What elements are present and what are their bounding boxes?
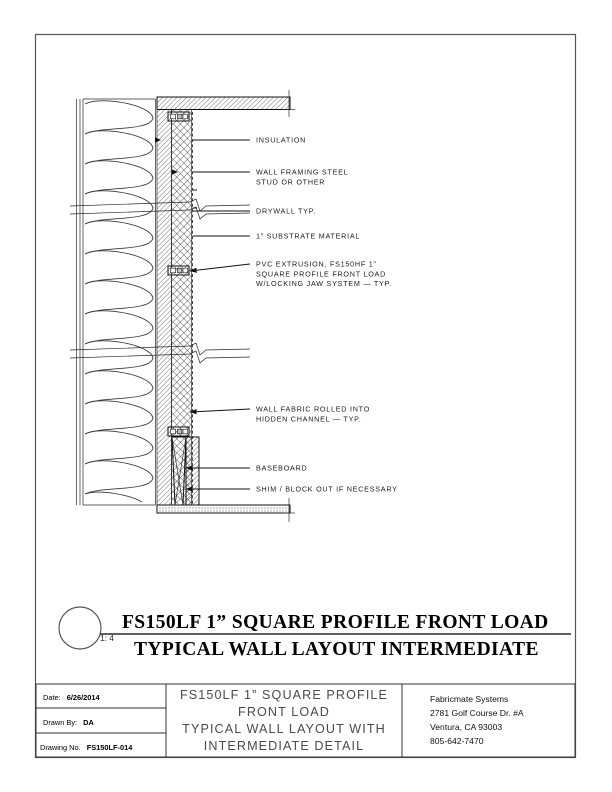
scale-bubble	[59, 607, 101, 649]
annotation-wall-fabric-line2: HIDDEN CHANNEL — TYP.	[256, 414, 362, 424]
annotation-texts	[256, 136, 398, 494]
titleblock-date-label: Date:	[43, 693, 61, 702]
drawing-title-group	[59, 607, 571, 660]
titleblock-drawn-by-label: Drawn By:	[43, 718, 78, 727]
annotation-pvc-line3: W/LOCKING JAW SYSTEM — TYP.	[256, 279, 392, 289]
stud-cavity	[83, 99, 156, 505]
drawing-title-line1: FS150LF 1” SQUARE PROFILE FRONT LOAD	[122, 612, 549, 633]
annotation-pvc-line1: PVC EXTRUSION, FS150HF 1”	[256, 259, 377, 269]
annotation-wall-framing-line2: STUD OR OTHER	[256, 177, 326, 187]
title-block	[36, 684, 575, 757]
insulation-batt	[85, 101, 153, 502]
titleblock-company-phone: 805-642-7470	[430, 736, 484, 746]
titleblock-date-value: 6/26/2014	[66, 693, 100, 702]
annotation-shim: SHIM / BLOCK OUT IF NECESSARY	[256, 484, 398, 494]
titleblock-drawn-by	[43, 718, 94, 727]
titleblock-drawing-no-label: Drawing No.	[40, 743, 81, 752]
drywall-layer	[157, 110, 172, 506]
titleblock-company-street: 2781 Golf Course Dr. #A	[430, 708, 524, 718]
drawing-title-line2: TYPICAL WALL LAYOUT INTERMEDIATE	[134, 639, 539, 660]
titleblock-company-name: Fabricmate Systems	[430, 694, 509, 704]
titleblock-desc-line4: INTERMEDIATE DETAIL	[203, 739, 365, 753]
annotation-drywall: DRYWALL TYP.	[256, 206, 316, 216]
wall-back-line	[77, 99, 81, 505]
annotation-wall-fabric-line1: WALL FABRIC ROLLED INTO	[256, 404, 371, 414]
scale-value: 1: 4	[100, 633, 114, 643]
annotation-substrate: 1” SUBSTRATE MATERIAL	[256, 231, 361, 241]
annotation-insulation: INSULATION	[256, 135, 307, 145]
titleblock-drawn-by-value: DA	[83, 718, 94, 727]
annotation-baseboard: BASEBOARD	[256, 463, 308, 473]
annotation-pvc-line2: SQUARE PROFILE FRONT LOAD	[256, 269, 387, 279]
titleblock-date	[43, 693, 101, 702]
annotation-wall-framing-line1: WALL FRAMING STEEL	[256, 167, 349, 177]
titleblock-desc-line2: FRONT LOAD	[238, 705, 330, 719]
titleblock-company-city: Ventura, CA 93003	[430, 722, 503, 732]
titleblock-drawing-no	[40, 743, 133, 752]
titleblock-desc-line3: TYPICAL WALL LAYOUT WITH	[182, 722, 386, 736]
titleblock-drawing-no-value: FS150LF-014	[86, 743, 133, 752]
titleblock-desc-line1: FS150LF 1” SQUARE PROFILE	[179, 688, 389, 702]
wall-section-drawing	[70, 90, 295, 522]
